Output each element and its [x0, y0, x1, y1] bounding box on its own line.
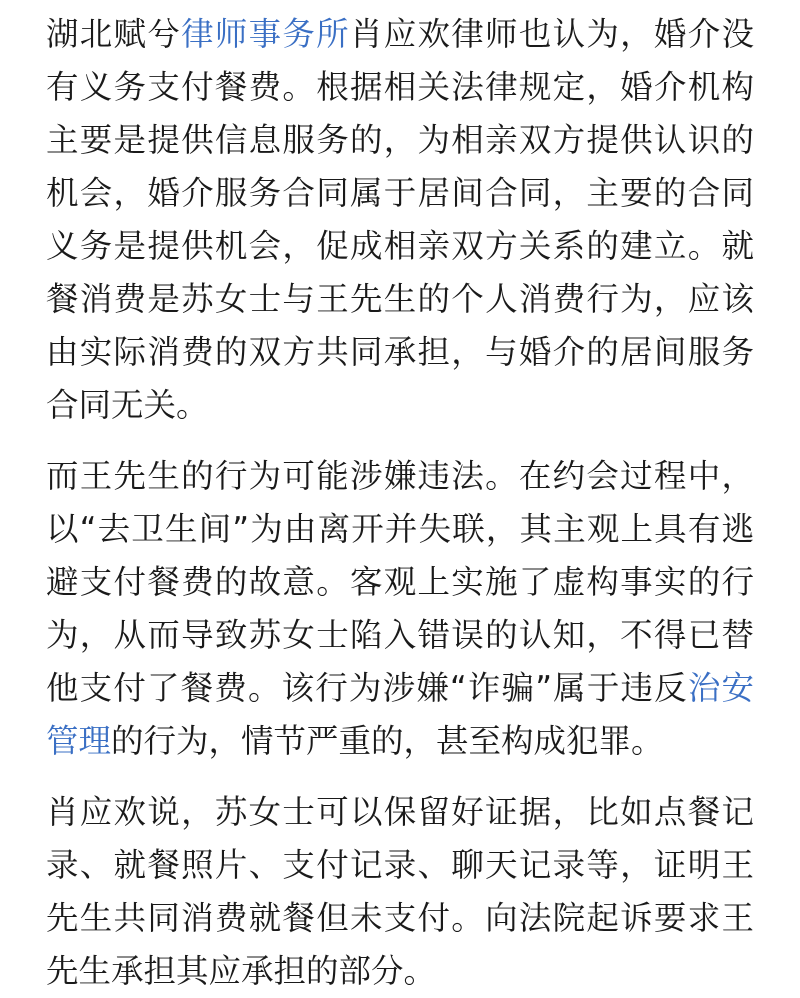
- paragraph-3: [46, 786, 754, 998]
- paragraph-1-text: 湖北赋兮: [46, 15, 182, 53]
- paragraph-1-text-continued: 肖应欢律师也认为，婚介没有义务支付餐费。根据相关法律规定，婚介机构主要是提供信息服务的，为相亲双方提供认识的机会，婚介服务合同属于居间合同，主要的合同义务是提供机会，促成相亲双方关系的建立。就餐消费是苏女士与王先生的个人消费行为，应该由实际消费的双方共同承担，与婚介的居间服务合同无关。: [46, 15, 754, 424]
- paragraph-1: [46, 8, 754, 432]
- paragraph-2: [46, 450, 754, 768]
- public-security-management-link[interactable]: 治安管理: [46, 669, 754, 760]
- paragraph-2-text: 而王先生的行为可能涉嫌违法。在约会过程中，以“去卫生间”为由离开并失联，其主观上具有逃避支付餐费的故意。客观上实施了虚构事实的行为，从而导致苏女士陷入错误的认知，不得已替他支付了餐费。该行为涉嫌“诈骗”属于违反: [46, 457, 754, 707]
- paragraph-3-text: 肖应欢说，苏女士可以保留好证据，比如点餐记录、就餐照片、支付记录、聊天记录等，证明王先生共同消费就餐但未支付。向法院起诉要求王先生承担其应承担的部分。: [46, 793, 754, 990]
- paragraph-2-text-continued: 的行为，情节严重的，甚至构成犯罪。: [111, 722, 664, 760]
- law-firm-link[interactable]: 律师事务所: [181, 15, 350, 53]
